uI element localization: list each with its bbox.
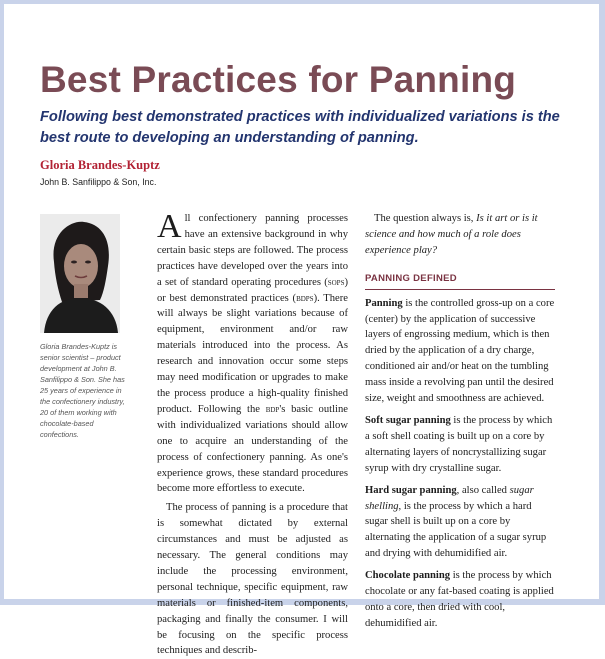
body-paragraph: The process of panning is a procedure that is somewhat dictated by external circumstances and must be adjusted as necessary. The general conditions may include the processing environment, personal technique, specific equipment, raw materials or finished-item components, packaging and finally the consumer. I will be focusing on the specific process techniques and describ- [157, 502, 348, 657]
definition-chocolate-panning: Chocolate panning is the process by which chocolate or any fat-based coating is applied onto a core, then dried with cool, dehumidified air. [365, 570, 554, 629]
question-emphasis: Is it art or is it science and how much of a role does experience play? [365, 213, 538, 256]
article-title: Best Practices for Panning [40, 59, 517, 100]
abbr-sops: sops [327, 276, 345, 288]
section-heading: PANNING DEFINED [365, 272, 457, 284]
body-column-2 [365, 211, 555, 638]
abbr-bdps: bdps [296, 292, 314, 304]
body-column-1 [157, 208, 348, 659]
definition-panning: Panning is the controlled gross-up on a core (center) by the application of successive layers of engrossing medium, which is then dried by the application of a dry charge, conditioned air and/or heat on the tumbling mass inside a revolving pan until the desired size, weight and smoothness are achieved. [365, 297, 555, 405]
question-paragraph: The question always is, Is it art or is it science and how much of a role does experience play? [365, 213, 538, 256]
definition-hard-sugar-panning: Hard sugar panning, also called sugar shelling, is the process by which a hard sugar shell is built up on a core by alternating the application of a sugar syrup and drying with dehumidified air. [365, 484, 547, 560]
author-photo [40, 214, 120, 333]
article-subtitle: Following best demonstrated practices with individualized variations is the best route to developing an understanding of panning. [40, 109, 560, 146]
abbr-bdp: bdp [265, 403, 280, 415]
author-affiliation: John B. Sanfilippo & Son, Inc. [40, 177, 157, 187]
author-bio-caption: Gloria Brandes-Kuptz is senior scientist – product development at John B. Sanfilippo & Son. She has 25 years of experience in the confectionery industry, 20 of them working with chocolate-based confections. [40, 342, 125, 439]
intro-paragraph: All confectionery panning processes have an extensive background in why certain basic steps are followed. The process practices have developed over the years into a set of standard operating procedures (sops) or best demonstrated practices (bdps). There will always be slight variations because of equipment, environment and/or raw materials introduced into the process. As research and innovation occur some steps may need modification or upgrades to make the process produce a high-quality finished product. Following the bdp's basic outline with individualized variations should allow one to acquire an understanding of the process of confectionery panning. As one's experience grows, these standard procedures become more effortless to execute. [157, 208, 348, 495]
definition-soft-sugar-panning: Soft sugar panning is the process by which a soft shell coating is built up on a core by alternating layers of noncrystallizing sugar syrup with dry crystalline sugar. [365, 414, 553, 474]
author-name: Gloria Brandes-Kuptz [40, 158, 160, 172]
author-portrait-image [40, 214, 120, 333]
section-divider [365, 289, 555, 290]
drop-cap: A [157, 208, 182, 245]
